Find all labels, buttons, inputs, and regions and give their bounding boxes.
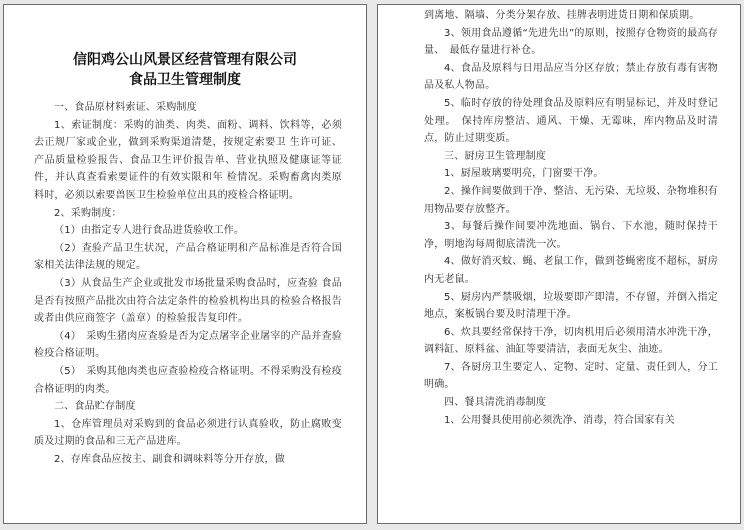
- paragraph: 1、公用餐具使用前必须洗净、消毒，符合国家有关: [444, 414, 675, 426]
- paragraph: （5） 采购其他肉类也应查验检疫合格证明。不得采购没有检疫合格证明的肉类。: [34, 365, 342, 395]
- document-page-right: [377, 4, 741, 524]
- paragraph: （4） 采购生猪肉应查验是否为定点屠宰企业屠宰的产品并查验检疫合格证明。: [34, 330, 342, 360]
- section-heading: 一、食品原材料索证、采购制度: [54, 102, 197, 113]
- paragraph: 3、每餐后操作间要冲洗地面、锅台、下水池，随时保持干净，明地沟每周彻底清洗一次。: [424, 221, 718, 250]
- paragraph: 5、临时存放的待处理食品及原料应有明显标记，并及时登记处理。 保持库房整洁、通风、干燥、无霉味，库内物品及时清点，防止过期变质。: [424, 97, 718, 145]
- paragraph: 6、炊具要经常保持干净，切肉机用后必须用清水冲洗干净，调料缸、原料盆、油缸等要清洁，表面无灰尘、油迹。: [424, 326, 718, 356]
- section-heading: 四、餐具清洗消毒制度: [444, 397, 546, 409]
- paragraph: （3）从食品生产企业或批发市场批量采购食品时，应查验 食品是否有按照产品批次由符合法定条件的检验机构出具的检验合格报告或者由供应商签字（盖章）的检验报告复印件。: [34, 277, 342, 325]
- paragraph: 2、存库食品应按主、副食和调味料等分开存放，做: [54, 453, 285, 465]
- paragraph: 2、操作间要做到干净、整洁、无污染、无垃圾、杂物堆积有用物品要存放整齐。: [424, 185, 718, 215]
- document-title-company: 信阳鸡公山风景区经营管理有限公司: [73, 52, 297, 68]
- paragraph: 2、采购制度：: [54, 207, 122, 219]
- paragraph: 1、厨屋玻璃要明亮，门窗要干净。: [444, 168, 604, 180]
- paragraph: （1）由指定专人进行食品进货验收工作。: [54, 225, 245, 237]
- paragraph-continued: 到离地、隔墙、分类分架存放、挂牌表明进货日期和保质期。: [424, 10, 700, 21]
- paragraph: 4、做好消灭蚊、蝇、老鼠工作，做到苍蝇密度不超标，厨房内无老鼠。: [424, 256, 718, 285]
- right-page-body: [424, 7, 718, 429]
- paragraph: （2）查验产品卫生状况，产品合格证明和产品标准是否符合国家相关法律法规的规定。: [34, 242, 342, 272]
- paragraph: 1、索证制度：采购的油类、肉类、面粉、调料、饮料等，必须去正规厂家或企业，做到采购渠道清楚，按规定索要卫 生许可证、产品质量检验报告、食品卫生评价报告单、营业执照及健康证等证件，并认真查看索要证件的有效实限和年 检情况。采购畜禽肉类原料时，必须以索要兽医卫生检验单位出具的疫检合格证明。: [34, 119, 342, 201]
- paragraph: 5、厨房内严禁吸烟，垃圾要即产即清，不存留，并倒入指定地点，案板锅台要及时清理干净。: [424, 291, 718, 321]
- document-page-left: [3, 4, 367, 524]
- paragraph: 7、各厨房卫生要定人、定物、定时、定量、责任到人，分工明确。: [424, 361, 718, 391]
- paragraph: 4、食品及原料与日用品应当分区存放；禁止存放有毒有害物品及私人物品。: [424, 62, 718, 92]
- left-page-body: [34, 99, 342, 468]
- paragraph: 1、仓库管理员对采购到的食品必须进行认真验收，防止腐败变质及过期的食品和三无产品进库。: [34, 418, 342, 448]
- paragraph: 3、领用食品遵循“先进先出”的原则，按照存仓物资的最高存量、 最低存量进行补仓。: [424, 27, 718, 57]
- document-title-regulation: 食品卫生管理制度: [129, 72, 241, 88]
- section-heading: 三、厨房卫生管理制度: [444, 150, 546, 162]
- section-heading: 二、食品贮存制度: [54, 401, 136, 413]
